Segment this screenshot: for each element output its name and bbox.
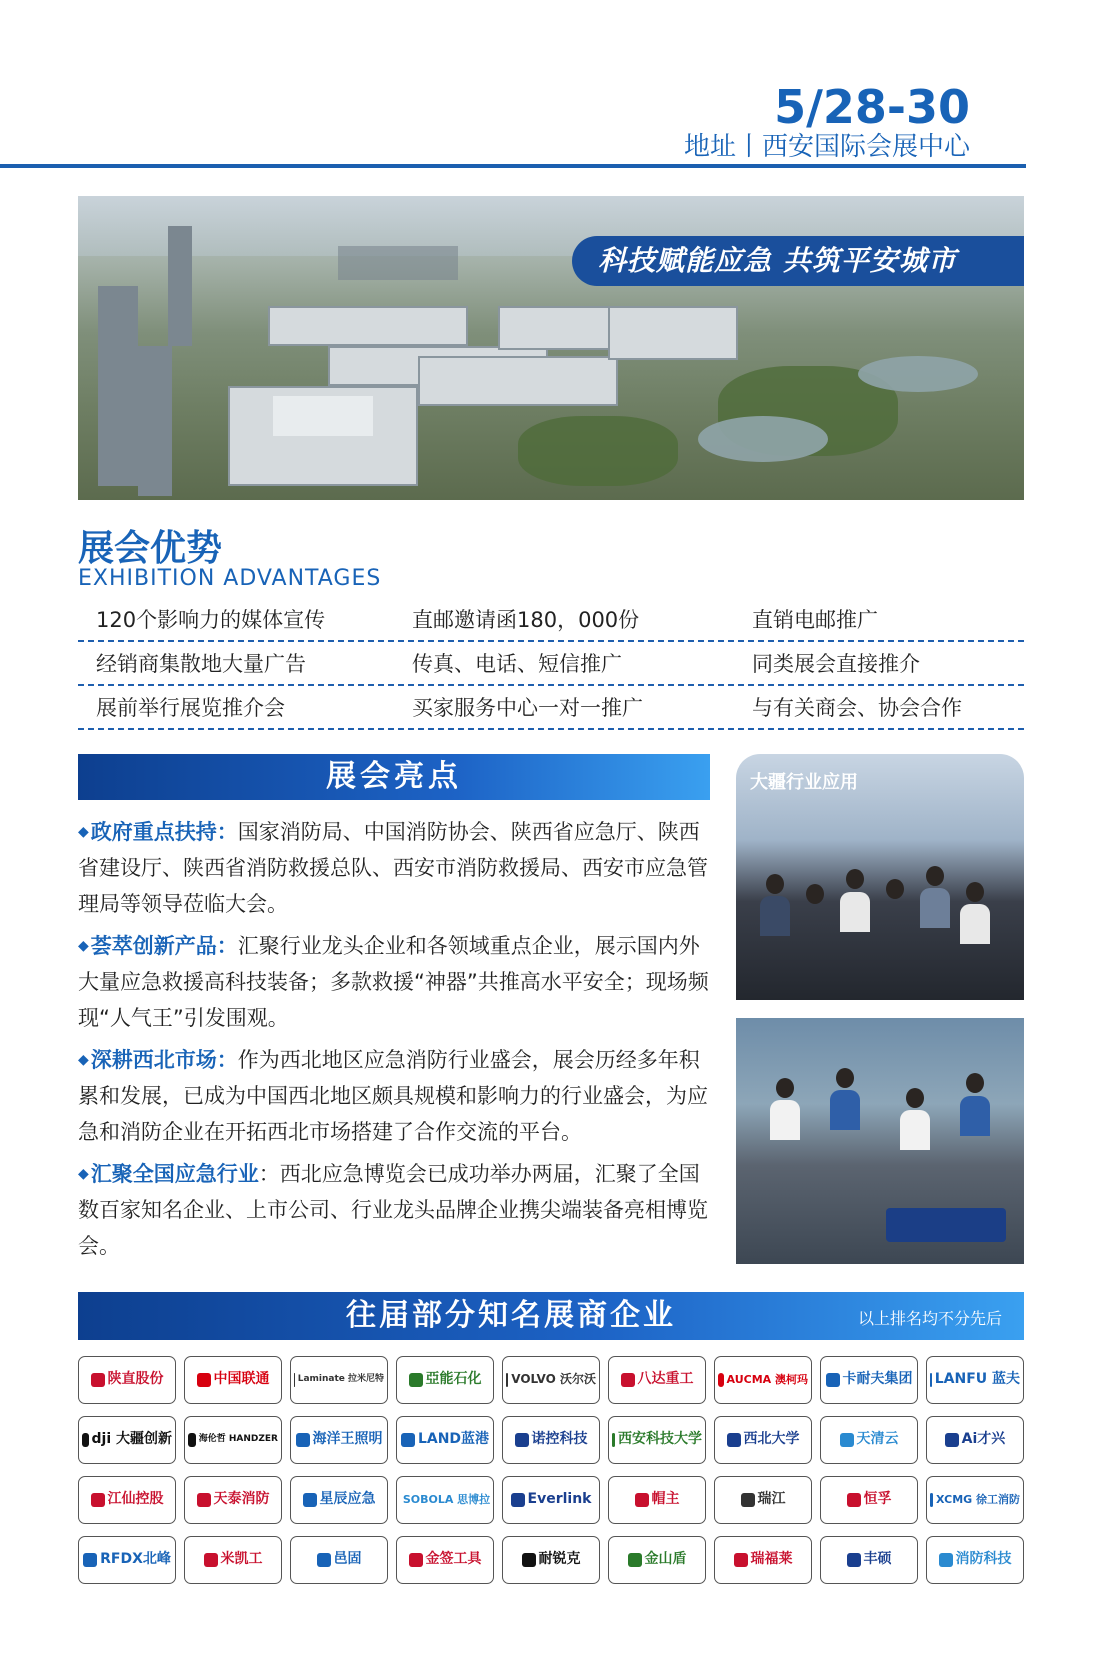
exhibitor-name: Ai才兴 <box>961 1431 1006 1448</box>
exhibitor-logo <box>502 1416 600 1464</box>
exhibitor-name: 江仙控股 <box>107 1491 164 1508</box>
highlight-text: 汇聚行业龙头企业和各领域重点企业，展示国内外大量应急救援高科技装备；多款救援“神器”共推高水平安全；现场频现“人气王”引发围观。 <box>78 934 709 1030</box>
exhibitor-logo <box>820 1476 918 1524</box>
exhibitor-logo <box>608 1536 706 1584</box>
exhibitor-logo <box>396 1356 494 1404</box>
logo-mark-icon <box>294 1373 295 1387</box>
logo-mark-icon <box>303 1493 317 1507</box>
highlight-item <box>78 928 710 1036</box>
hero-tower <box>98 286 138 486</box>
exhibitor-name: 金山盾 <box>644 1551 687 1568</box>
exhibitor-name: LANFU 蓝夫 <box>934 1371 1020 1388</box>
exhibitor-logo <box>184 1416 282 1464</box>
visitor-body <box>960 904 990 944</box>
highlight-key: 荟萃创新产品： <box>90 934 238 958</box>
exhibitors-header <box>78 1292 1024 1340</box>
logo-mark-icon <box>826 1373 840 1387</box>
highlight-item <box>78 1042 710 1150</box>
logo-mark-icon <box>188 1433 196 1447</box>
visitor <box>966 1073 984 1093</box>
logo-mark-icon <box>621 1373 635 1387</box>
exhibitor-name: 消防科技 <box>955 1551 1012 1568</box>
exhibitor-logo <box>926 1416 1024 1464</box>
hero-slogan: 科技赋能应急 共筑平安城市 <box>572 236 1024 286</box>
exhibitor-name: 卡耐夫集团 <box>842 1371 913 1388</box>
advantages-table <box>78 598 1024 730</box>
booth-sign: 大疆行业应用 <box>750 772 858 793</box>
visitor <box>806 884 824 904</box>
exhibitor-name: 丰硕 <box>863 1551 892 1568</box>
exhibitor-logo <box>184 1476 282 1524</box>
hero-lake <box>858 356 978 392</box>
logo-mark-icon <box>930 1493 933 1507</box>
exhibitor-name: 耐锐克 <box>538 1551 581 1568</box>
exhibitor-name: AUCMA 澳柯玛 <box>726 1372 808 1386</box>
exhibitor-logo <box>714 1416 812 1464</box>
logo-mark-icon <box>511 1493 525 1507</box>
diamond-bullet-icon: ◆ <box>78 1052 89 1068</box>
advantage-item: 展前举行展览推介会 <box>96 696 285 720</box>
booth-photo <box>736 754 1024 1000</box>
exhibitor-name: 诺控科技 <box>531 1431 588 1448</box>
exhibitor-name: 金签工具 <box>425 1551 482 1568</box>
exhibitor-name: 恒孚 <box>863 1491 892 1508</box>
diamond-bullet-icon: ◆ <box>78 1166 89 1182</box>
logo-mark-icon <box>197 1373 211 1387</box>
hero-image <box>78 196 1024 500</box>
highlights-list <box>78 814 710 1270</box>
exhibitor-name: 西安科技大学 <box>618 1431 702 1448</box>
exhibitor-logo <box>502 1356 600 1404</box>
logo-mark-icon <box>734 1553 748 1567</box>
hero-hall <box>418 356 618 406</box>
exhibitor-logo <box>502 1536 600 1584</box>
exhibitor-name: 帽主 <box>651 1491 680 1508</box>
exhibitor-logo <box>714 1356 812 1404</box>
advantages-row <box>78 642 1024 686</box>
hero-park <box>518 416 678 486</box>
logo-mark-icon <box>840 1433 854 1447</box>
logo-mark-icon <box>718 1373 724 1387</box>
highlight-key: 汇聚全国应急行业 <box>90 1162 259 1186</box>
logo-mark-icon <box>930 1373 932 1387</box>
visitor <box>886 879 904 899</box>
exhibitor-name: 海伦哲 HANDZER <box>198 1434 278 1445</box>
visitor-body <box>920 888 950 928</box>
advantage-item: 买家服务中心一对一推广 <box>412 696 643 720</box>
logo-mark-icon <box>91 1493 105 1507</box>
advantages-title: 展会优势 <box>78 528 223 569</box>
logo-mark-icon <box>91 1373 105 1387</box>
exhibitor-name: Everlink <box>527 1491 592 1508</box>
highlight-key: 深耕西北市场： <box>90 1048 238 1072</box>
logo-mark-icon <box>628 1553 642 1567</box>
logo-mark-icon <box>83 1553 97 1567</box>
advantage-item: 经销商集散地大量广告 <box>96 652 306 676</box>
exhibitor-logo <box>714 1476 812 1524</box>
exhibitor-logo <box>78 1416 176 1464</box>
exhibitor-name: 米凯工 <box>220 1551 263 1568</box>
visitor <box>836 1068 854 1088</box>
exhibitor-name: 中国联通 <box>213 1371 270 1388</box>
hero-center-right <box>608 306 738 360</box>
exhibitor-logo <box>396 1476 494 1524</box>
highlight-key: 政府重点扶持： <box>90 820 238 844</box>
exhibitor-logo <box>396 1416 494 1464</box>
exhibitor-logo <box>396 1536 494 1584</box>
logo-mark-icon <box>204 1553 218 1567</box>
event-address: 地址丨西安国际会展中心 <box>683 132 970 162</box>
logo-mark-icon <box>296 1433 310 1447</box>
logo-mark-icon <box>409 1373 423 1387</box>
visitor-body <box>770 1100 800 1140</box>
logo-mark-icon <box>401 1433 415 1447</box>
exhibitor-logo <box>926 1476 1024 1524</box>
demo-photo <box>736 1018 1024 1264</box>
exhibitor-name: 海洋王照明 <box>312 1431 383 1448</box>
hero-lake <box>698 416 828 462</box>
advantages-subtitle: EXHIBITION ADVANTAGES <box>78 566 382 591</box>
diamond-bullet-icon: ◆ <box>78 938 89 954</box>
logo-mark-icon <box>197 1493 211 1507</box>
advantage-item: 直邮邀请函180，000份 <box>412 608 640 632</box>
exhibitor-logo <box>78 1356 176 1404</box>
logo-mark-icon <box>317 1553 331 1567</box>
exhibitor-logo <box>608 1416 706 1464</box>
highlights-title: 展会亮点 <box>78 754 710 800</box>
visitor-body <box>840 892 870 932</box>
hero-tower <box>138 346 172 496</box>
exhibitor-name: 瑞江 <box>757 1491 786 1508</box>
visitor <box>766 874 784 894</box>
exhibitor-logo <box>502 1476 600 1524</box>
exhibitor-logo <box>714 1536 812 1584</box>
exhibitor-name: 亞能石化 <box>425 1371 482 1388</box>
exhibitor-logo <box>926 1536 1024 1584</box>
logo-mark-icon <box>612 1433 615 1447</box>
logo-mark-icon <box>741 1493 755 1507</box>
advantage-item: 120个影响力的媒体宣传 <box>96 608 326 632</box>
advantages-row <box>78 598 1024 642</box>
exhibitor-name: 陕直股份 <box>107 1371 164 1388</box>
exhibitor-name: SOBOLA 思博拉 <box>402 1492 491 1506</box>
exhibitor-name: VOLVO 沃尔沃 <box>511 1372 596 1387</box>
exhibitor-logo <box>820 1536 918 1584</box>
diamond-bullet-icon: ◆ <box>78 824 89 840</box>
exhibitor-name: Laminate 拉米尼特 <box>297 1374 384 1385</box>
exhibitor-logo-grid <box>78 1356 1024 1584</box>
exhibitor-logo <box>290 1356 388 1404</box>
advantages-row <box>78 686 1024 730</box>
logo-mark-icon <box>939 1553 953 1567</box>
visitor-body <box>830 1090 860 1130</box>
logo-mark-icon <box>635 1493 649 1507</box>
advantage-item: 与有关商会、协会合作 <box>752 696 962 720</box>
exhibitors-title: 往届部分知名展商企业 <box>346 1298 676 1333</box>
logo-mark-icon <box>847 1493 861 1507</box>
hero-tower <box>168 226 192 346</box>
exhibitor-name: LAND蓝港 <box>417 1431 490 1448</box>
logo-mark-icon <box>945 1433 959 1447</box>
exhibitor-name: 星辰应急 <box>319 1491 376 1508</box>
exhibitor-logo <box>608 1356 706 1404</box>
exhibitor-logo <box>290 1416 388 1464</box>
visitor-body <box>760 896 790 936</box>
advantage-item: 同类展会直接推介 <box>752 652 920 676</box>
exhibitor-name: 邑固 <box>333 1551 362 1568</box>
exhibitor-logo <box>78 1536 176 1584</box>
exhibitor-logo <box>184 1356 282 1404</box>
advantage-item: 传真、电话、短信推广 <box>412 652 622 676</box>
highlight-text: 作为西北地区应急消防行业盛会，展会历经多年积累和发展，已成为中国西北地区颇具规模和影响力的行业盛会，为应急和消防企业在开拓西北市场搭建了合作交流的平台。 <box>78 1048 708 1144</box>
visitor <box>776 1078 794 1098</box>
logo-mark-icon <box>515 1433 529 1447</box>
exhibitor-name: 天清云 <box>856 1431 899 1448</box>
exhibitor-logo <box>608 1476 706 1524</box>
logo-mark-icon <box>727 1433 741 1447</box>
hero-tower <box>338 246 458 280</box>
logo-mark-icon <box>409 1553 423 1567</box>
highlight-text: 国家消防局、中国消防协会、陕西省应急厅、陕西省建设厅、陕西省消防救援总队、西安市消防救援局、西安市应急管理局等领导莅临大会。 <box>78 820 708 916</box>
visitor <box>926 866 944 886</box>
exhibitor-name: dji 大疆创新 <box>91 1431 172 1448</box>
logo-mark-icon <box>522 1553 536 1567</box>
event-date: 5/28-30 <box>774 80 970 134</box>
exhibitor-logo <box>926 1356 1024 1404</box>
logo-mark-icon <box>847 1553 861 1567</box>
exhibitors-note: 以上排名均不分先后 <box>857 1309 1002 1328</box>
visitor <box>906 1088 924 1108</box>
logo-mark-icon <box>506 1373 508 1387</box>
hero-hall <box>268 306 468 346</box>
visitor <box>966 882 984 902</box>
exhibitor-logo <box>820 1356 918 1404</box>
exhibitor-logo <box>820 1416 918 1464</box>
highlight-item <box>78 814 710 922</box>
exhibitor-name: 天泰消防 <box>213 1491 270 1508</box>
exhibitor-logo <box>78 1476 176 1524</box>
exhibitor-name: 西北大学 <box>743 1431 800 1448</box>
exhibitor-name: 瑞福莱 <box>750 1551 793 1568</box>
hero-roof <box>273 396 373 436</box>
exhibitor-logo <box>184 1536 282 1584</box>
exhibitor-name: RFDX北峰 <box>100 1551 171 1568</box>
visitor <box>846 869 864 889</box>
visitor-body <box>900 1110 930 1150</box>
logo-mark-icon <box>82 1433 89 1447</box>
exhibitor-name: XCMG 徐工消防 <box>936 1492 1020 1506</box>
highlight-item <box>78 1156 710 1264</box>
exhibitor-logo <box>290 1476 388 1524</box>
visitor-body <box>960 1096 990 1136</box>
exhibitor-name: 八达重工 <box>637 1371 694 1388</box>
header-divider <box>0 164 1026 168</box>
training-mat <box>886 1208 1006 1242</box>
highlight-text: ：西北应急博览会已成功举办两届，汇聚了全国数百家知名企业、上市公司、行业龙头品牌企业携尖端装备亮相博览会。 <box>78 1162 708 1258</box>
exhibitor-logo <box>290 1536 388 1584</box>
advantage-item: 直销电邮推广 <box>752 608 878 632</box>
